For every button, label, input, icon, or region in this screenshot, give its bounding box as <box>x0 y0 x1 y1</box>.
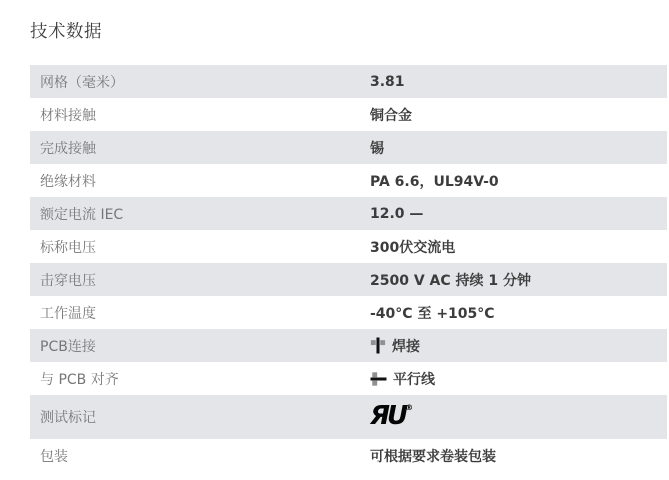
ul-logo-text: ЯU <box>370 401 406 431</box>
solder-pin-icon <box>370 337 386 354</box>
row-value-text: 焊接 <box>392 338 420 355</box>
row-label: 额定电流 IEC <box>40 206 124 223</box>
table-row <box>30 65 667 98</box>
row-label: 完成接触 <box>40 140 96 157</box>
table-row <box>30 395 667 439</box>
table-row <box>30 131 667 164</box>
table-row <box>30 263 667 296</box>
row-label: 网格（毫米） <box>40 74 124 91</box>
table-row <box>30 362 667 395</box>
row-value <box>370 138 667 158</box>
row-value <box>370 336 667 356</box>
row-value-text: 3.81 <box>370 73 405 90</box>
row-label: 绝缘材料 <box>40 173 96 190</box>
row-value-text: 12.0 — <box>370 205 424 222</box>
row-value <box>370 303 667 323</box>
row-value-text: 锡 <box>370 140 384 157</box>
row-value <box>370 237 667 257</box>
table-row <box>30 329 667 362</box>
spec-table <box>30 65 667 472</box>
row-value-text: -40°C 至 +105°C <box>370 305 495 322</box>
table-row <box>30 439 667 472</box>
table-row <box>30 197 667 230</box>
row-label: 材料接触 <box>40 107 96 124</box>
row-value <box>370 171 667 191</box>
row-value <box>370 401 667 433</box>
row-value-text: 可根据要求卷装包装 <box>370 448 496 465</box>
row-value <box>370 369 667 389</box>
row-value <box>370 270 667 290</box>
row-label: 标称电压 <box>40 239 96 256</box>
table-row <box>30 296 667 329</box>
row-value <box>370 105 667 125</box>
registered-mark: ® <box>405 403 414 412</box>
row-value-text: 300伏交流电 <box>370 239 456 256</box>
row-value <box>370 446 667 466</box>
row-label: 包装 <box>40 448 68 465</box>
row-label: 工作温度 <box>40 305 96 322</box>
ul-recognized-mark <box>370 401 419 433</box>
row-label: 与 PCB 对齐 <box>40 371 119 388</box>
row-label: PCB连接 <box>40 338 96 355</box>
page-title: 技术数据 <box>30 22 102 42</box>
row-value-text: 2500 V AC 持续 1 分钟 <box>370 272 532 289</box>
table-row <box>30 230 667 263</box>
row-value <box>370 206 667 222</box>
table-row <box>30 164 667 197</box>
row-value-text: 铜合金 <box>370 107 412 124</box>
row-value-text: 平行线 <box>393 371 435 388</box>
row-value-text: PA 6.6，UL94V-0 <box>370 173 499 190</box>
parallel-alignment-icon <box>370 371 387 387</box>
row-label: 击穿电压 <box>40 272 96 289</box>
row-value <box>370 74 667 90</box>
row-label: 测试标记 <box>40 410 96 426</box>
table-row <box>30 98 667 131</box>
